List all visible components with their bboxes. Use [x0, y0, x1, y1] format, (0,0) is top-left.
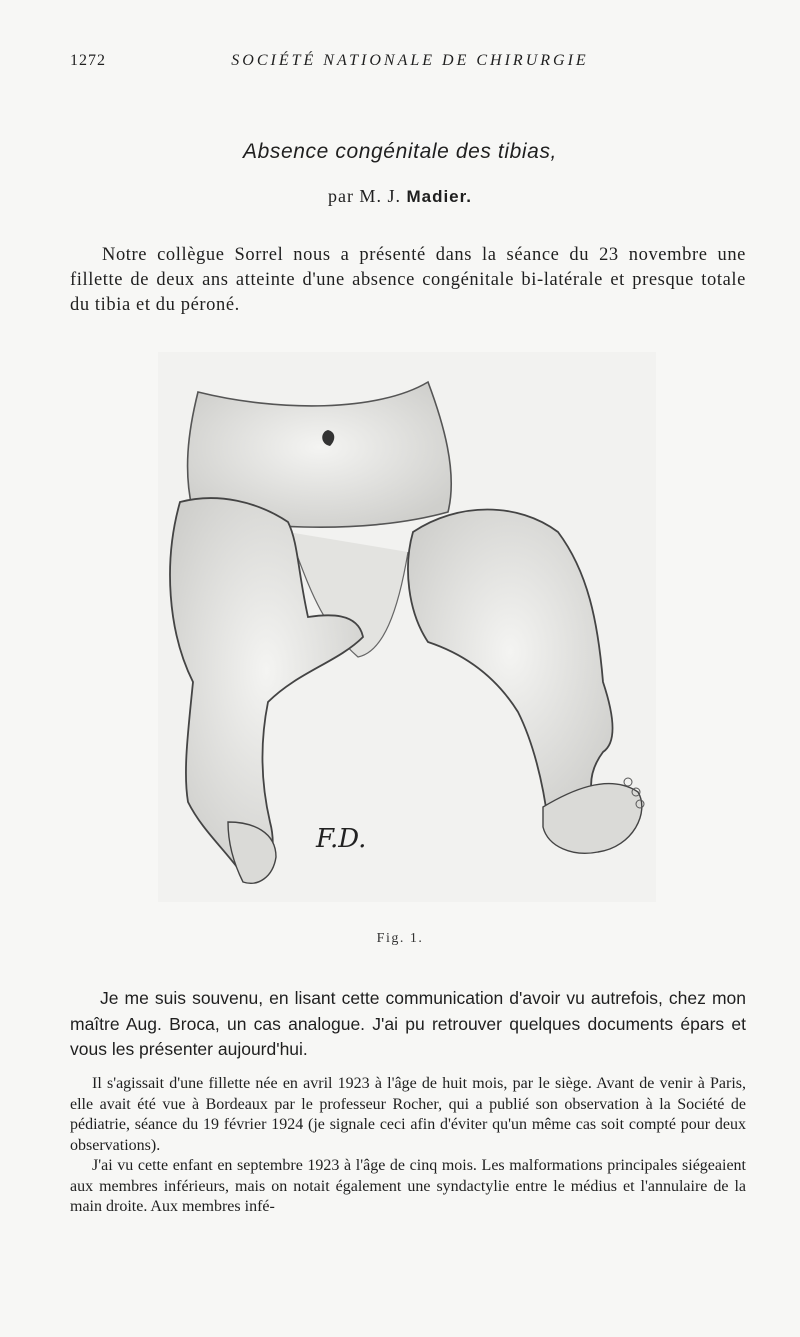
case-paragraph-1: Il s'agissait d'une fillette née en avril 1923 à l'âge de huit mois, par le siège. Avant de venir à Paris, elle avait été vue à Bordeaux par le professeur Rocher, qui a publié son observation à la Société de pédiatrie, séance du 19 février 1924 (je signale ceci afin d'éviter qu'un même cas soit compté pour deux observations). — [70, 1075, 746, 1154]
figure-caption: Fig. 1. — [376, 931, 424, 946]
article-title: Absence congénitale des tibias, — [243, 140, 557, 163]
case-report-text — [70, 1074, 746, 1218]
leg-drawing — [158, 352, 656, 902]
author-name: Madier. — [406, 187, 473, 206]
byline-prefix: par M. J. — [327, 186, 401, 206]
intro-paragraph: Notre collègue Sorrel nous a présenté dans la séance du 23 novembre une fillette de deux ans atteinte d'une absence congénitale bi-latérale et presque totale du tibia et du péroné. — [70, 245, 746, 315]
running-header — [70, 52, 750, 76]
case-paragraph-2: J'ai vu cette enfant en septembre 1923 à l'âge de cinq mois. Les malformations principales siégeaient aux membres inférieurs, mais on notait également une syndactylie entre le médius et l'annulaire de la main droite. Aux membres infé- — [70, 1157, 746, 1215]
body-paragraph: Je me suis souvenu, en lisant cette communication d'avoir vu autrefois, chez mon maître Aug. Broca, un cas analogue. J'ai pu retrouver quelques documents épars et vous les présenter aujourd'hui. — [70, 988, 746, 1059]
artist-signature: F.D. — [316, 824, 367, 854]
figure-illustration — [158, 352, 656, 902]
byline — [0, 186, 800, 207]
page-number: 1272 — [70, 52, 106, 69]
journal-title: SOCIÉTÉ NATIONALE DE CHIRURGIE — [231, 52, 589, 69]
